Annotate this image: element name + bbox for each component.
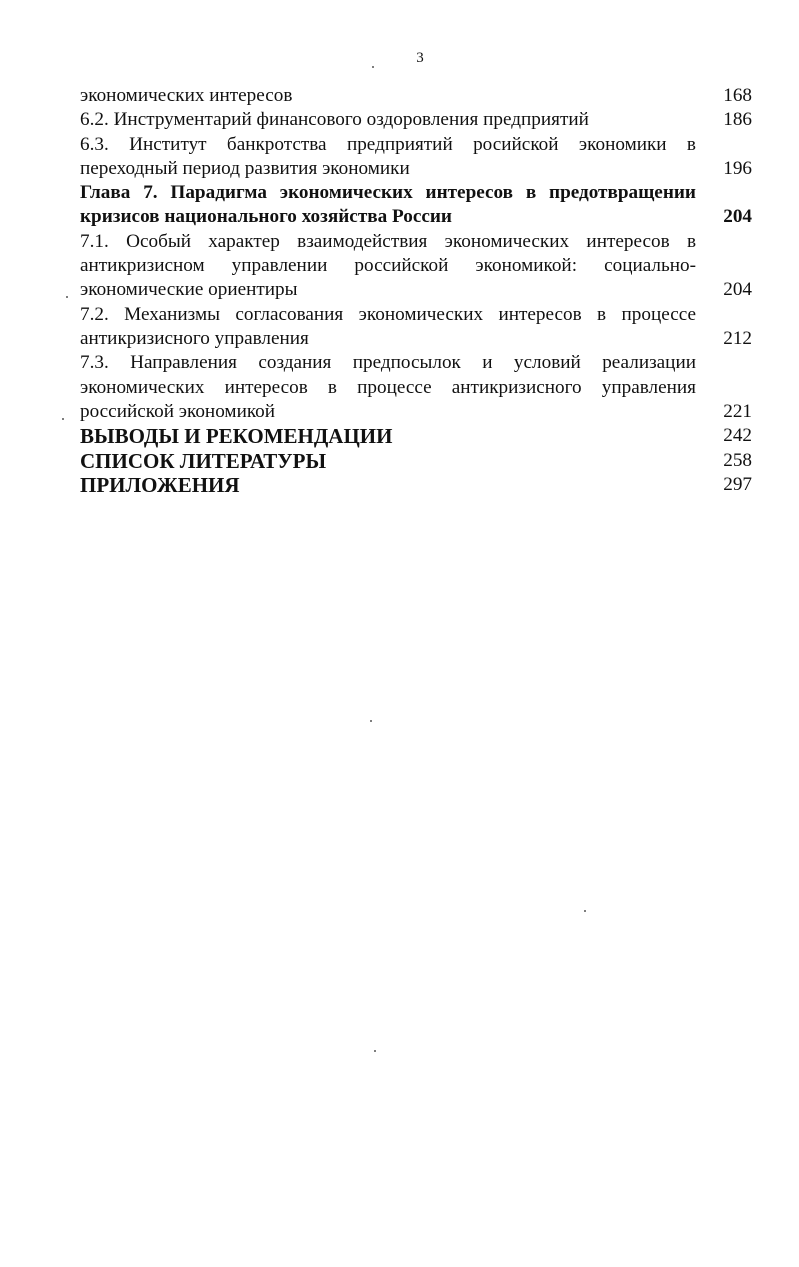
scan-speck (62, 418, 64, 420)
toc-entry-page: 204 (723, 279, 752, 301)
toc-entry-title: 7.1. Особый характер взаимодействия экономических интересов в антикризисном управлении российской экономикой: социально-экономические ориентиры (80, 230, 696, 301)
toc-entry-title: экономических интересов (80, 85, 293, 106)
scan-speck (370, 720, 372, 722)
toc-entry (80, 230, 752, 303)
toc-section-entry (80, 424, 752, 449)
table-of-contents (80, 84, 752, 498)
toc-entry (80, 108, 752, 132)
toc-entry-page: 168 (723, 85, 752, 106)
toc-entry-title: 6.2. Инструментарий финансового оздоровления предприятий (80, 109, 589, 131)
toc-entry-page: 258 (723, 449, 752, 471)
toc-entry-page: 204 (723, 206, 752, 228)
toc-section-entry (80, 473, 752, 498)
toc-entry-page: 196 (723, 157, 752, 179)
toc-entry-page: 297 (723, 474, 752, 496)
toc-entry-title: ПРИЛОЖЕНИЯ (80, 473, 240, 498)
scan-speck (374, 1050, 376, 1052)
toc-entry-title: СПИСОК ЛИТЕРАТУРЫ (80, 448, 327, 473)
toc-entry-title: ВЫВОДЫ И РЕКОМЕНДАЦИИ (80, 424, 393, 449)
scan-speck (584, 910, 586, 912)
toc-entry-page: 212 (723, 327, 752, 349)
scan-speck (372, 66, 374, 68)
toc-entry (80, 84, 752, 108)
toc-section-entry (80, 449, 752, 474)
toc-chapter-entry (80, 181, 752, 230)
toc-entry (80, 351, 752, 424)
toc-entry-page: 242 (723, 425, 752, 447)
toc-entry-title: 7.3. Направления создания предпосылок и условий реализации экономических интересов в процессе антикризисного управления российской экономикой (80, 352, 696, 422)
toc-entry (80, 133, 752, 182)
toc-entry-page: 186 (723, 109, 752, 131)
toc-entry-title: 7.2. Механизмы согласования экономических интересов в процессе антикризисного управления (80, 303, 696, 349)
toc-entry (80, 303, 752, 352)
toc-entry-page: 221 (723, 400, 752, 422)
toc-entry-title: 6.3. Институт банкротства предприятий росийской экономики в переходный период развития экономики (80, 133, 696, 179)
scan-speck (66, 296, 68, 298)
page-number: 3 (416, 50, 424, 66)
toc-entry-title: Глава 7. Парадигма экономических интересов в предотвращении кризисов национального хозяйства России (80, 182, 696, 228)
